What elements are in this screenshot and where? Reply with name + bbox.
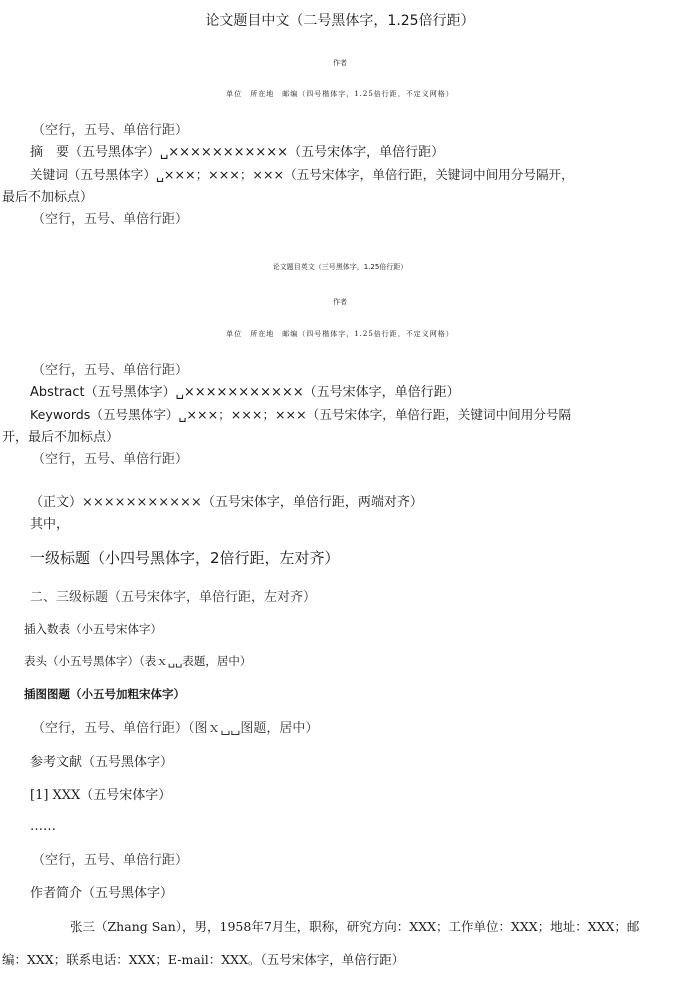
keywords-cn-line-2: 最后不加标点） <box>2 190 94 205</box>
keywords-en-line-2: 开，最后不加标点） <box>2 430 120 445</box>
en-author: 作者 <box>333 298 347 306</box>
blank-line-note: （空行，五号、单倍行距） <box>32 452 189 467</box>
table-header-note: 表头（小五号黑体字）（表ｘ␣␣表题，居中） <box>24 654 252 668</box>
keywords-en-line-1: Keywords（五号黑体字）␣×××；×××；×××（五号宋体字，单倍行距，关键词中间用分号隔 <box>30 407 572 422</box>
heading-level-2-3: 二、三级标题（五号宋体字，单倍行距，左对齐） <box>30 590 317 605</box>
body-text: （正文）×××××××××××（五号宋体字，单倍行距，两端对齐） <box>30 495 423 510</box>
insert-table-note: 插入数表（小五号宋体字） <box>24 622 162 636</box>
author-bio-title: 作者简介（五号黑体字） <box>30 886 174 901</box>
en-affiliation: 单位 所在地 邮编（四号楷体字，1.25倍行距，不定义网格） <box>226 330 454 338</box>
ellipsis: …… <box>30 819 56 834</box>
blank-line-note: （空行，五号、单倍行距） <box>32 212 189 227</box>
author-bio-line-2: 编：XXX；联系电话：XXX；E-mail：XXX。（五号宋体字，单倍行距） <box>2 952 405 967</box>
figure-caption-note: 插图图题（小五号加粗宋体字） <box>24 687 185 701</box>
author-bio-line-1: 张三（Zhang San），男，1958年7月生，职称，研究方向：XXX；工作单位：XXX；地址：XXX；邮 <box>70 919 640 934</box>
blank-line-note: （空行，五号、单倍行距） <box>32 363 189 378</box>
blank-line-note: （空行，五号、单倍行距）（图ｘ␣␣图题，居中） <box>32 721 319 736</box>
body-text-continued: 其中， <box>30 517 70 532</box>
abstract-cn: 摘 要（五号黑体字）␣×××××××××××（五号宋体字，单倍行距） <box>30 145 445 160</box>
heading-level-1: 一级标题（小四号黑体字，2倍行距，左对齐） <box>30 549 340 567</box>
cn-author: 作者 <box>333 59 347 67</box>
abstract-en: Abstract（五号黑体字）␣×××××××××××（五号宋体字，单倍行距） <box>30 385 460 400</box>
blank-line-note: （空行，五号、单倍行距） <box>32 123 189 138</box>
references-title: 参考文献（五号黑体字） <box>30 755 174 770</box>
cn-affiliation: 单位 所在地 邮编（四号楷体字，1.25倍行距，不定义网格） <box>226 90 454 98</box>
keywords-cn-line-1: 关键词（五号黑体字）␣×××；×××；×××（五号宋体字，单倍行距，关键词中间用分号隔开， <box>30 167 574 182</box>
reference-item: [1] XXX（五号宋体字） <box>30 788 172 803</box>
cn-title: 论文题目中文（二号黑体字，1.25倍行距） <box>205 13 475 29</box>
blank-line-note: （空行，五号、单倍行距） <box>32 853 189 868</box>
en-title: 论文题目英文（三号黑体字，1.25倍行距） <box>272 263 408 271</box>
